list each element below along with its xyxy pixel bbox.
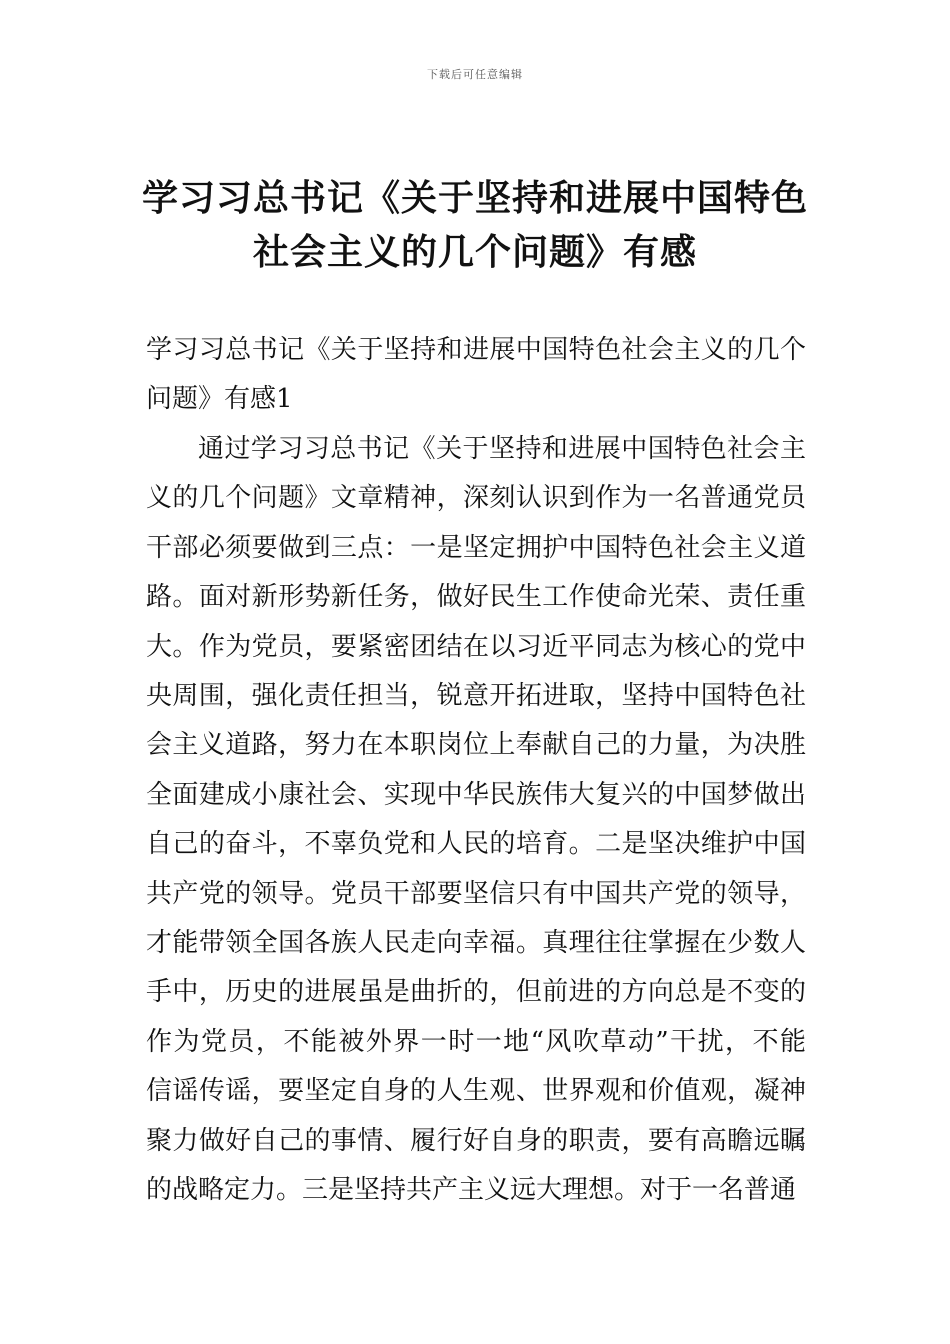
body-paragraph	[146, 425, 806, 1216]
subheading-line: 学习习总书记《关于坚持和进展中国特色社会主义的几个	[146, 335, 806, 365]
paragraph-line: 全面建成小康社会、实现中华民族伟大复兴的中国梦做出	[146, 779, 806, 810]
paragraph-line: 共产党的领导。党员干部要坚信只有中国共产党的领导，	[146, 878, 806, 909]
title-line: 学习习总书记《关于坚持和进展中国特色	[141, 178, 808, 219]
paragraph-line: 路。面对新形势新任务，做好民生工作使命光荣、责任重	[146, 582, 806, 613]
paragraph-line: 通过学习习总书记《关于坚持和进展中国特色社会主	[198, 434, 806, 464]
paragraph-line: 手中，历史的进展虽是曲折的，但前进的方向总是不变的	[146, 977, 806, 1008]
paragraph-line: 信谣传谣，要坚定自身的人生观、世界观和价值观，凝神	[146, 1076, 806, 1107]
title-line: 社会主义的几个问题》有感	[252, 232, 697, 273]
paragraph-line: 聚力做好自己的事情、履行好自身的职责，要有高瞻远瞩	[146, 1125, 806, 1156]
paragraph-line: 自己的奋斗，不辜负党和人民的培育。二是坚决维护中国	[146, 829, 806, 860]
paragraph-line: 干部必须要做到三点：一是坚定拥护中国特色社会主义道	[146, 532, 806, 563]
document-title	[120, 172, 830, 280]
paragraph-line: 会主义道路，努力在本职岗位上奉献自己的力量，为决胜	[146, 730, 806, 761]
paragraph-line: 大。作为党员，要紧密团结在以习近平同志为核心的党中	[146, 631, 806, 662]
subheading-line: 问题》有感1	[146, 384, 293, 415]
header-note: 下载后可任意编辑	[427, 68, 523, 81]
section-subheading	[146, 326, 806, 425]
paragraph-line: 才能带领全国各族人民走向幸福。真理往往掌握在少数人	[146, 928, 806, 959]
paragraph-line: 作为党员，不能被外界一时一地“风吹草动”干扰，不能	[146, 1026, 806, 1057]
paragraph-line: 的战略定力。三是坚持共产主义远大理想。对于一名普通	[146, 1175, 797, 1206]
paragraph-line: 义的几个问题》文章精神，深刻认识到作为一名普通党员	[146, 483, 806, 514]
paragraph-line: 央周围，强化责任担当，锐意开拓进取，坚持中国特色社	[146, 681, 806, 712]
